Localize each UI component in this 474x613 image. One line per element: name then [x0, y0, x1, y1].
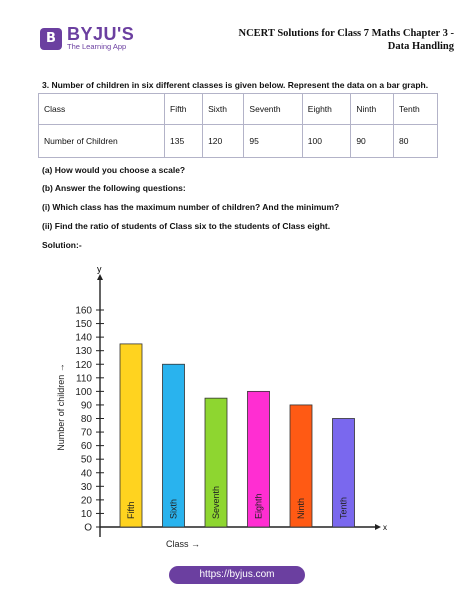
table-row — [39, 94, 438, 125]
bar-category-label: Ninth — [296, 497, 306, 519]
table-cell: Ninth — [351, 94, 394, 125]
data-table — [38, 93, 438, 158]
part-b-i: (i) Which class has the maximum number of children? And the minimum? — [42, 202, 340, 212]
y-axis-arrow — [97, 274, 103, 280]
table-cell: Tenth — [393, 94, 437, 125]
table-cell: Number of Children — [39, 125, 165, 158]
table-cell: 135 — [165, 125, 203, 158]
byjus-logo-icon: B — [40, 28, 62, 50]
table-cell: Eighth — [302, 94, 351, 125]
website-link[interactable]: https://byjus.com — [169, 566, 305, 584]
table-cell: Sixth — [203, 94, 244, 125]
y-tick-label: 20 — [80, 495, 92, 507]
part-b-ii: (ii) Find the ratio of students of Class six to the students of Class eight. — [42, 221, 331, 231]
y-tick-label: 10 — [80, 508, 92, 520]
table-row — [39, 125, 438, 158]
document-title — [224, 27, 454, 53]
y-tick-label: 150 — [75, 319, 92, 331]
bar-category-label: Tenth — [338, 496, 349, 519]
bar-category-label: Sixth — [168, 498, 179, 519]
x-axis-label: Class → — [166, 539, 201, 549]
byjus-logo — [40, 26, 134, 51]
y-tick-label: 80 — [80, 414, 92, 425]
y-tick-label: 30 — [80, 481, 92, 493]
bar-category-label: Fifth — [126, 501, 136, 519]
y-tick-label: 130 — [75, 346, 92, 358]
table-cell: 95 — [244, 125, 302, 158]
y-tick-label: 60 — [80, 441, 92, 453]
y-tick-label: 140 — [75, 332, 92, 344]
document-title-line1: NCERT Solutions for Class 7 Maths Chapter 3 - — [238, 28, 454, 39]
question-text: 3. Number of children in six different classes is given below. Represent the data on a bar graph. — [42, 80, 429, 90]
table-cell: 90 — [351, 125, 394, 158]
solution-label: Solution:- — [42, 240, 82, 250]
y-axis-letter: y — [97, 264, 102, 274]
y-tick-label: 110 — [76, 373, 92, 385]
y-tick-label: 120 — [75, 359, 92, 371]
table-cell: Class — [39, 94, 165, 125]
y-axis-label: Number of children → — [56, 363, 66, 451]
x-axis-letter: x — [383, 523, 387, 532]
logo-tagline: The Learning App — [67, 42, 127, 51]
document-title-line2: Data Handling — [387, 41, 454, 52]
logo-name: BYJU'S — [67, 24, 135, 44]
y-tick-label: 160 — [75, 305, 92, 317]
bar-category-label: Eighth — [253, 493, 264, 519]
table-cell: 100 — [302, 125, 351, 158]
bar-fifth — [120, 344, 142, 527]
y-tick-label: 50 — [80, 454, 92, 466]
y-tick-label: O — [84, 522, 92, 534]
table-cell: 120 — [203, 125, 244, 158]
page-header — [0, 0, 474, 70]
part-b: (b) Answer the following questions: — [42, 183, 186, 193]
part-a: (a) How would you choose a scale? — [42, 165, 186, 175]
y-tick-label: 100 — [75, 386, 92, 398]
y-tick-label: 90 — [80, 400, 92, 412]
x-axis-arrow — [375, 524, 381, 530]
y-tick-label: 70 — [80, 427, 92, 439]
table-cell: Seventh — [244, 94, 302, 125]
bar-category-label: Seventh — [211, 485, 221, 519]
bar-chart — [48, 260, 393, 552]
table-cell: 80 — [393, 125, 437, 158]
table-cell: Fifth — [165, 94, 203, 125]
y-tick-label: 40 — [80, 468, 92, 480]
